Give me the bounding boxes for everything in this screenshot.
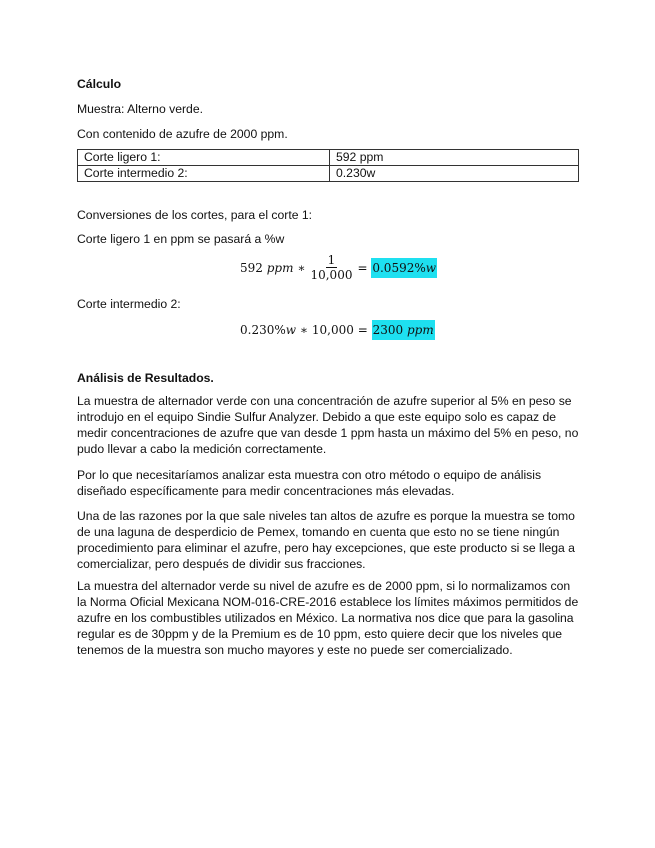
table-cell: Corte ligero 1: (78, 150, 330, 166)
eq2-operator: ∗ (299, 323, 309, 337)
eq1-result-value: 0.0592% (372, 260, 426, 275)
analisis-paragraph-2: Por lo que necesitaríamos analizar esta muestra con otro método o equipo de análisis diseñado específicamente para medir concentraciones más elevadas. (77, 468, 542, 498)
corte2-label: Corte intermedio 2: (77, 297, 181, 311)
table-row (78, 150, 579, 166)
table-cell: Corte intermedio 2: (78, 166, 330, 182)
equation-corte1 (240, 253, 437, 282)
eq1-lhs-unit: ppm (266, 260, 294, 275)
eq1-numerator: 1 (327, 253, 336, 267)
eq1-equals: = (357, 260, 368, 275)
eq1-result-unit: w (425, 260, 437, 275)
cortes-table (77, 149, 579, 182)
analisis-paragraph-1: La muestra de alternador verde con una concentración de azufre superior al 5% en peso se introdujo en el equipo Sindie Sulfur Analyzer. Debido a que este equipo solo es capaz de medir concentraciones de azufre que van desde 1 ppm hasta un máximo del 5% en peso, no pudo llevar a cabo la medición correctamente. (77, 394, 579, 456)
eq2-result-highlight (372, 320, 435, 340)
analisis-paragraph-4: La muestra del alternador verde su nivel de azufre es de 2000 ppm, si lo normalizamos con la Norma Oficial Mexicana NOM-016-CRE-2016 establece los límites máximos permitidos de azufre en los combustibles utilizados en México. La normativa nos dice que para la gasolina regular es de 30ppm y de la Premium es de 10 ppm, esto quiere decir que los niveles que tenemos de la muestra son mucho mayores y este no puede ser comercializado. (77, 579, 579, 657)
eq1-lhs-value: 592 (240, 260, 263, 275)
eq1-denominator: 10,000 (310, 268, 353, 282)
muestra-text: Muestra: Alterno verde. (77, 102, 203, 116)
contenido-text: Con contenido de azufre de 2000 ppm. (77, 127, 288, 141)
eq1-fraction (308, 253, 354, 282)
eq2-lhs-value: 0.230% (240, 323, 286, 337)
eq1-result-highlight (371, 258, 437, 278)
table-cell: 592 ppm (330, 150, 579, 166)
eq2-lhs-unit: w (285, 323, 297, 337)
table-cell: 0.230w (330, 166, 579, 182)
eq2-result-value: 2300 (372, 323, 404, 337)
eq2-result-unit: ppm (406, 323, 434, 337)
eq1-operator: ∗ (297, 260, 306, 275)
analisis-paragraph-3: Una de las razones por la que sale niveles tan altos de azufre es porque la muestra se tomo de una laguna de desperdicio de Pemex, tomando en cuenta que esto no se tiene ningún procedimiento para eliminar el azufre, pero hay excepciones, que este producto si se llega a comercializar, pero después de dividir sus fracciones. (77, 509, 575, 571)
section-title-calculo: Cálculo (77, 77, 122, 91)
section-title-analisis: Análisis de Resultados. (77, 371, 214, 385)
eq2-factor: 10,000 (311, 323, 354, 337)
conversiones-text: Conversiones de los cortes, para el corte 1: (77, 208, 313, 222)
eq2-equals: = (357, 323, 368, 337)
corte1-label: Corte ligero 1 en ppm se pasará a %w (77, 232, 285, 246)
table-row (78, 166, 579, 182)
equation-corte2 (240, 320, 435, 340)
